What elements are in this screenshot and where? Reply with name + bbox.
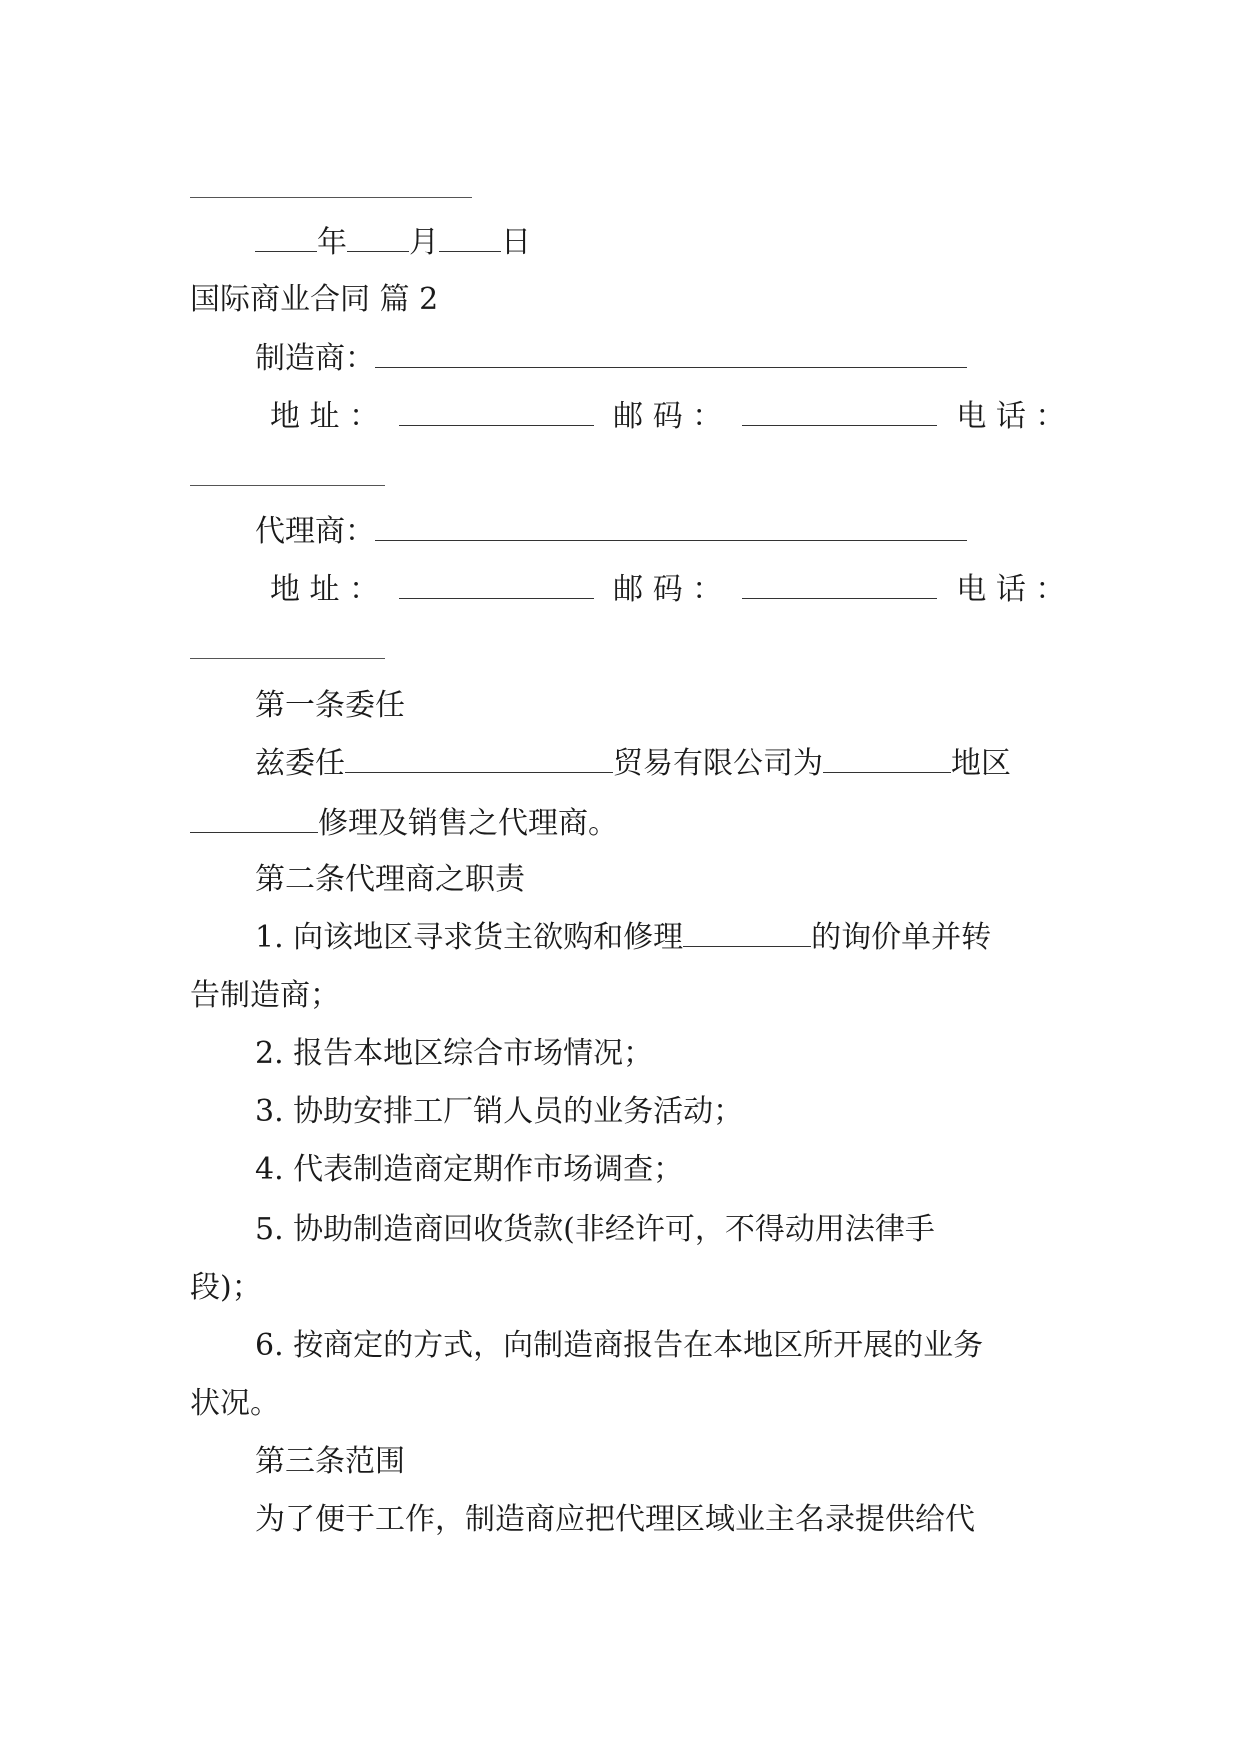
item1-blank[interactable] — [683, 920, 811, 947]
phone-label: 电 话 ： — [956, 399, 1066, 434]
date-line — [255, 225, 531, 261]
article2-item2: 2. 报告本地区综合市场情况； — [255, 1036, 654, 1071]
article2-item5-cont: 段)； — [190, 1270, 262, 1305]
article2-item6-cont: 状况。 — [190, 1386, 280, 1421]
agent-line — [255, 514, 967, 550]
year-blank[interactable] — [255, 225, 317, 252]
article1-line1 — [255, 746, 1011, 782]
address-label: 地 址 ： — [270, 399, 380, 434]
agent-blank[interactable] — [375, 514, 967, 541]
section-heading: 国际商业合同 篇 2 — [190, 282, 439, 317]
day-blank[interactable] — [439, 225, 501, 252]
postcode-label: 邮 码 ： — [613, 572, 723, 607]
article3-line1: 为了便于工作，制造商应把代理区域业主名录提供给代 — [255, 1502, 975, 1537]
postcode-label: 邮 码 ： — [613, 399, 723, 434]
manufacturer-label: 制造商： — [255, 341, 375, 376]
article2-item5: 5. 协助制造商回收货款(非经许可，不得动用法律手 — [255, 1212, 935, 1247]
article2-item1 — [255, 920, 991, 956]
address-blank[interactable] — [399, 572, 594, 599]
company-blank[interactable] — [345, 746, 613, 773]
article3-title: 第三条范围 — [255, 1444, 405, 1479]
manufacturer-contact-line — [270, 399, 1065, 435]
manufacturer-blank[interactable] — [375, 341, 967, 368]
article1-text-a: 兹委任 — [255, 746, 345, 781]
phone-label: 电 话 ： — [956, 572, 1066, 607]
article1-line2 — [190, 806, 618, 842]
year-label: 年 — [317, 225, 347, 260]
agent-label: 代理商： — [255, 514, 375, 549]
signature-line — [190, 197, 472, 198]
day-label: 日 — [501, 225, 531, 260]
article2-item1-cont: 告制造商； — [190, 978, 340, 1013]
article1-text-b: 贸易有限公司为 — [613, 746, 823, 781]
article1-text-d: 修理及销售之代理商。 — [318, 806, 618, 841]
region-blank[interactable] — [823, 746, 951, 773]
item1-text-b: 的询价单并转 — [811, 920, 992, 955]
postcode-blank[interactable] — [742, 572, 937, 599]
article1-text-c: 地区 — [951, 746, 1011, 781]
postcode-blank[interactable] — [742, 399, 937, 426]
article2-item6: 6. 按商定的方式，向制造商报告在本地区所开展的业务 — [255, 1328, 984, 1363]
phone-blank[interactable] — [190, 485, 385, 486]
item1-text-a: 1. 向该地区寻求货主欲购和修理 — [255, 920, 684, 955]
month-label: 月 — [409, 225, 439, 260]
manufacturer-line — [255, 341, 967, 377]
item-blank[interactable] — [190, 806, 318, 833]
article2-item3: 3. 协助安排工厂销人员的业务活动； — [255, 1094, 744, 1129]
address-label: 地 址 ： — [270, 572, 380, 607]
phone-blank[interactable] — [190, 658, 385, 659]
agent-contact-line — [270, 572, 1065, 608]
month-blank[interactable] — [347, 225, 409, 252]
article1-title: 第一条委任 — [255, 688, 405, 723]
article2-item4: 4. 代表制造商定期作市场调查； — [255, 1152, 684, 1187]
address-blank[interactable] — [399, 399, 594, 426]
article2-title: 第二条代理商之职责 — [255, 862, 525, 897]
